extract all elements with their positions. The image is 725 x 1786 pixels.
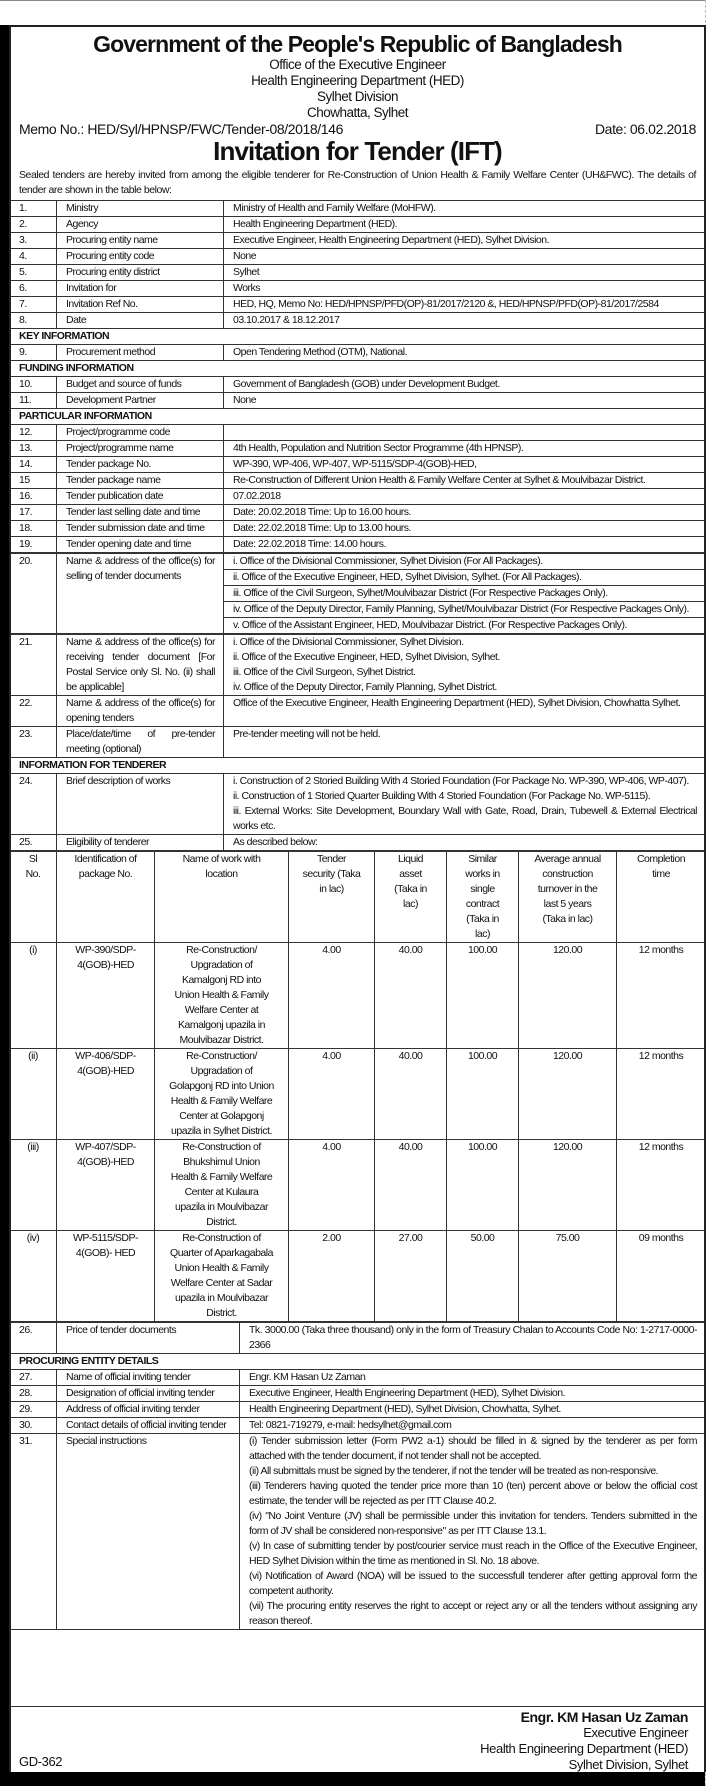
completion-time: 12 months	[617, 1140, 706, 1231]
row-number: 7.	[10, 297, 57, 313]
table-row	[10, 249, 706, 265]
liquid-asset: 40.00	[375, 943, 447, 1049]
table-row	[10, 635, 706, 696]
table-row	[10, 1386, 706, 1402]
row-value: HED, HQ, Memo No: HED/HPNSP/PFD(OP)-81/2017/2120 &, HED/HPNSP/PFD(OP)-81/2017/2584	[224, 297, 706, 313]
row-number: 22.	[10, 696, 57, 727]
row-label: Place/date/time of pre-tender meeting (optional)	[57, 727, 224, 758]
eligibility-row	[10, 943, 706, 1049]
row-number: 19.	[10, 537, 57, 553]
table-row	[10, 505, 706, 521]
row-label: Development Partner	[57, 393, 224, 409]
row-value: Open Tendering Method (OTM), National.	[224, 345, 706, 361]
table-row	[10, 774, 706, 835]
package-id: WP-406/SDP- 4(GOB)-HED	[57, 1049, 155, 1140]
row-label: Budget and source of funds	[57, 377, 224, 393]
table-row	[10, 201, 706, 217]
row-value: Sylhet	[224, 265, 706, 281]
package-id: WP-407/SDP- 4(GOB)-HED	[57, 1140, 155, 1231]
row-label: Tender submission date and time	[57, 521, 224, 537]
signature-area	[11, 1706, 704, 1772]
row-value: 07.02.2018	[224, 489, 706, 505]
eligibility-header-row	[10, 852, 706, 943]
row-value: Works	[224, 281, 706, 297]
details-table-a	[9, 200, 706, 553]
row-label: Procuring entity name	[57, 233, 224, 249]
column-header: Average annual construction turnover in the last 5 years (Taka in lac)	[519, 852, 617, 943]
row-number: 9.	[10, 345, 57, 361]
row-label: Tender last selling date and time	[57, 505, 224, 521]
column-header: Tender security (Taka in lac)	[289, 852, 375, 943]
row-value: Tk. 3000.00 (Taka three thousand) only in the form of Treasury Chalan to Accounts Code No: 1-2717-0000-2366	[240, 1323, 706, 1354]
eligibility-row	[10, 1140, 706, 1231]
section-title: PARTICULAR INFORMATION	[10, 409, 706, 425]
eligibility-table	[9, 851, 706, 1322]
row-number: 20.	[10, 554, 57, 634]
annual-turnover: 120.00	[519, 1049, 617, 1140]
annual-turnover: 75.00	[519, 1231, 617, 1322]
table-row	[10, 554, 706, 570]
footer-code: GD-362	[19, 1754, 63, 1769]
row-number: 21.	[10, 635, 57, 696]
row-number: 10.	[10, 377, 57, 393]
work-name: Re-Construction of Bhukshimul Union Health & Family Welfare Center at Kulaura upazila in Moulvibazar District.	[155, 1140, 289, 1231]
table-row	[10, 1418, 706, 1434]
eligibility-row	[10, 1049, 706, 1140]
row-value: Health Engineering Department (HED), Sylhet Division, Chowhatta, Sylhet.	[240, 1402, 706, 1418]
row-value: Date: 20.02.2018 Time: Up to 16.00 hours.	[224, 505, 706, 521]
row-number: 4.	[10, 249, 57, 265]
row-number: 3.	[10, 233, 57, 249]
row-label: Agency	[57, 217, 224, 233]
row-value: 03.10.2017 & 18.12.2017	[224, 313, 706, 329]
row-number: 13.	[10, 441, 57, 457]
annual-turnover: 120.00	[519, 943, 617, 1049]
row-value: Health Engineering Department (HED).	[224, 217, 706, 233]
signatory-name: Engr. KM Hasan Uz Zaman	[520, 1709, 688, 1725]
row-label: Name & address of the office(s) for opening tenders	[57, 696, 224, 727]
tender-security: 4.00	[289, 1140, 375, 1231]
tender-security: 4.00	[289, 1049, 375, 1140]
table-row	[10, 473, 706, 489]
row-value: Date: 22.02.2018 Time: Up to 13.00 hours.	[224, 521, 706, 537]
work-name: Re-Construction of Quarter of Aparkagabala Union Health & Family Welfare Center at Sadar upazila in Moulvibazar District.	[155, 1231, 289, 1322]
serial-number: (i)	[10, 943, 57, 1049]
row-label: Name & address of the office(s) for selling of tender documents	[57, 554, 224, 634]
row-label: Tender package No.	[57, 457, 224, 473]
liquid-asset: 27.00	[375, 1231, 447, 1322]
package-id: WP-390/SDP- 4(GOB)-HED	[57, 943, 155, 1049]
row-number: 12.	[10, 425, 57, 441]
signature-block	[480, 1709, 688, 1772]
table-row	[10, 521, 706, 537]
row-label: Price of tender documents	[57, 1323, 240, 1354]
section-title: KEY INFORMATION	[10, 329, 706, 345]
serial-number: (iv)	[10, 1231, 57, 1322]
row-label: Eligibility of tenderer	[57, 835, 224, 851]
row-number: 11.	[10, 393, 57, 409]
notice-heading: Invitation for Tender (IFT)	[213, 136, 502, 166]
row-value: i. Construction of 2 Storied Building With 4 Storied Foundation (For Package No. WP-390, WP-406, WP-407). ii. Construction of 1 Storied Quarter Building With 4 Storied Foundation (For Package No. WP-5115). iii. External Works: Site Development, Boundary Wall with Gate, Road, Drain, Tubewell & External Electrical works etc.	[224, 774, 706, 835]
row-label: Project/programme name	[57, 441, 224, 457]
serial-number: (iii)	[10, 1140, 57, 1231]
row-number: 16.	[10, 489, 57, 505]
row-number: 17.	[10, 505, 57, 521]
intro-paragraph: Sealed tenders are hereby invited from among the eligible tenderer for Re-Construction of Union Health & Family Welfare Center (UH&FWC). The details of tender are shown in the table below:	[19, 169, 696, 196]
row-value: WP-390, WP-406, WP-407, WP-5115/SDP-4(GOB)-HED,	[224, 457, 706, 473]
row-number: 1.	[10, 201, 57, 217]
row-value: Pre-tender meeting will not be held.	[224, 727, 706, 758]
letterhead	[11, 31, 704, 121]
row-label: Procuring entity district	[57, 265, 224, 281]
table-row	[10, 425, 706, 441]
eligibility-row	[10, 1231, 706, 1322]
similar-works: 100.00	[447, 943, 519, 1049]
selling-offices-table	[9, 553, 706, 634]
column-header: Liquid asset (Taka in lac)	[375, 852, 447, 943]
row-number: 15	[10, 473, 57, 489]
row-value: Office of the Executive Engineer, Health Engineering Department (HED), Sylhet Division, Chowhatta Sylhet.	[224, 696, 706, 727]
row-value: Re-Construction of Different Union Health & Family Welfare Center at Sylhet & Moulvibazar District.	[224, 473, 706, 489]
column-header: Completion time	[617, 852, 706, 943]
table-row	[10, 537, 706, 553]
row-label: Tender package name	[57, 473, 224, 489]
page-right-margin	[705, 0, 725, 1786]
row-label: Tender opening date and time	[57, 537, 224, 553]
liquid-asset: 40.00	[375, 1140, 447, 1231]
similar-works: 100.00	[447, 1049, 519, 1140]
row-number: 5.	[10, 265, 57, 281]
row-number: 2.	[10, 217, 57, 233]
row-label: Name & address of the office(s) for receiving tender document [For Postal Service only Sl. No. (ii) shall be applicable]	[57, 635, 224, 696]
similar-works: 100.00	[447, 1140, 519, 1231]
table-row	[10, 345, 706, 361]
memo-row	[11, 121, 704, 137]
table-row	[10, 377, 706, 393]
row-number: 14.	[10, 457, 57, 473]
department-line: Health Engineering Department (HED)	[251, 73, 464, 88]
row-label: Address of official inviting tender	[57, 1402, 240, 1418]
table-row	[10, 217, 706, 233]
details-table-b	[9, 634, 706, 851]
liquid-asset: 40.00	[375, 1049, 447, 1140]
row-label: Contact details of official inviting tender	[57, 1418, 240, 1434]
row-label: Designation of official inviting tender	[57, 1386, 240, 1402]
row-value: None	[224, 249, 706, 265]
row-value: (i) Tender submission letter (Form PW2 a-1) should be filled in & signed by the tenderer as per form attached with the tender document, if not tender shall not be accepted. (ii) All submittals must be signed by the tenderer, if not the tender will be treated as non-responsive. (iii) Tenderers having quoted the tender price more than 10 (ten) percent above or below the official cost estimate, the tender will be rejected as per ITT Clause 40.2. (iv) "No Joint Venture (JV) shall be permissible under this invitation for tenders. Tenders submitted in the form of JV shall be considered non-responsive" as per ITT Clause 13.1. (v) In case of submitting tender by post/courier service must reach in the Office of the Executive Engineer, HED Sylhet Division within the time as mentioned in Sl. No. 18 above. (vi) Notification of Award (NOA) will be issued to the successfull tenderer after getting approval form the competent authority. (vii) The procuring entity reserves the right to accept or reject any or all the tenders without assigning any reason thereof.	[240, 1434, 706, 1630]
division-line: Sylhet Division	[316, 89, 399, 104]
completion-time: 12 months	[617, 1049, 706, 1140]
row-value	[224, 425, 706, 441]
row-label: Date	[57, 313, 224, 329]
row-label: Invitation for	[57, 281, 224, 297]
table-row	[10, 313, 706, 329]
table-row	[10, 696, 706, 727]
row-label: Procuring entity code	[57, 249, 224, 265]
row-label: Tender publication date	[57, 489, 224, 505]
annual-turnover: 120.00	[519, 1140, 617, 1231]
signatory-designation: Executive Engineer	[583, 1725, 688, 1740]
row-value: Tel: 0821-719279, e-mail: hedsylhet@gmail.com	[240, 1418, 706, 1434]
column-header: Identification of package No.	[57, 852, 155, 943]
table-row	[10, 1323, 706, 1354]
section-header-row	[10, 329, 706, 345]
row-number: 6.	[10, 281, 57, 297]
table-row	[10, 441, 706, 457]
selling-office-item: ii. Office of the Executive Engineer, HED, Sylhet Division, Sylhet. (For All Packages).	[224, 570, 706, 586]
table-row	[10, 489, 706, 505]
tender-security: 4.00	[289, 943, 375, 1049]
row-number: 28.	[10, 1386, 57, 1402]
row-label: Project/programme code	[57, 425, 224, 441]
selling-office-item: iii. Office of the Civil Surgeon, Sylhet/Moulvibazar District (For Respective Packages Only).	[224, 586, 706, 602]
selling-office-item: i. Office of the Divisional Commissioner, Sylhet Division (For All Packages).	[224, 554, 706, 570]
details-table-c	[9, 1322, 706, 1630]
row-number: 30.	[10, 1418, 57, 1434]
selling-office-item: v. Office of the Assistant Engineer, HED, Moulvibazar District. (For Respective Packages Only).	[224, 618, 706, 634]
selling-office-item: iv. Office of the Deputy Director, Family Planning, Sylhet/Moulvibazar District (For Respective Packages Only).	[224, 602, 706, 618]
row-label: Procurement method	[57, 345, 224, 361]
row-number: 27.	[10, 1370, 57, 1386]
table-row	[10, 727, 706, 758]
table-row	[10, 297, 706, 313]
row-value: Date: 22.02.2018 Time: 14.00 hours.	[224, 537, 706, 553]
table-row	[10, 1370, 706, 1386]
memo-number: Memo No.: HED/Syl/HPNSP/FWC/Tender-08/2018/146	[19, 121, 343, 137]
row-number: 31.	[10, 1434, 57, 1630]
row-value: As described below:	[224, 835, 706, 851]
table-row	[10, 393, 706, 409]
table-row	[10, 281, 706, 297]
section-title: FUNDING INFORMATION	[10, 361, 706, 377]
row-value: i. Office of the Divisional Commissioner, Sylhet Division. ii. Office of the Executive Engineer, HED, Sylhet Division, Sylhet. iii. Office of the Civil Surgeon, Sylhet District. iv. Office of the Deputy Director, Family Planning, Sylhet District.	[224, 635, 706, 696]
row-value: None	[224, 393, 706, 409]
row-value: Ministry of Health and Family Welfare (MoHFW).	[224, 201, 706, 217]
address-line: Chowhatta, Sylhet	[306, 105, 409, 120]
signatory-department: Health Engineering Department (HED)	[480, 1741, 688, 1756]
row-number: 23.	[10, 727, 57, 758]
table-row	[10, 835, 706, 851]
row-number: 18.	[10, 521, 57, 537]
table-row	[10, 457, 706, 473]
work-name: Re-Construction/ Upgradation of Golapgonj RD into Union Health & Family Welfare Center at Golapgonj upazila in Sylhet District.	[155, 1049, 289, 1140]
row-number: 24.	[10, 774, 57, 835]
tender-security: 2.00	[289, 1231, 375, 1322]
completion-time: 12 months	[617, 943, 706, 1049]
table-row	[10, 1402, 706, 1418]
row-number: 8.	[10, 313, 57, 329]
row-label: Ministry	[57, 201, 224, 217]
page-top-strip	[0, 0, 725, 25]
row-value: 4th Health, Population and Nutrition Sector Programme (4th HPNSP).	[224, 441, 706, 457]
row-number: 25.	[10, 835, 57, 851]
table-row	[10, 233, 706, 249]
table-row	[10, 1434, 706, 1630]
section-header-row	[10, 758, 706, 774]
office-line: Office of the Executive Engineer	[269, 57, 446, 72]
column-header: Name of work with location	[155, 852, 289, 943]
row-number: 29.	[10, 1402, 57, 1418]
serial-number: (ii)	[10, 1049, 57, 1140]
row-label: Invitation Ref No.	[57, 297, 224, 313]
row-value: Engr. KM Hasan Uz Zaman	[240, 1370, 706, 1386]
work-name: Re-Construction/ Upgradation of Kamalgonj RD into Union Health & Family Welfare Center at Kamalgonj upazila in Moulvibazar District.	[155, 943, 289, 1049]
row-value: Government of Bangladesh (GOB) under Development Budget.	[224, 377, 706, 393]
section-title: PROCURING ENTITY DETAILS	[10, 1354, 706, 1370]
row-value: Executive Engineer, Health Engineering Department (HED), Sylhet Division.	[224, 233, 706, 249]
section-header-row	[10, 361, 706, 377]
section-header-row	[10, 1354, 706, 1370]
signatory-office: Sylhet Division, Sylhet	[568, 1757, 688, 1772]
row-label: Brief description of works	[57, 774, 224, 835]
row-value: Executive Engineer, Health Engineering Department (HED), Sylhet Division.	[240, 1386, 706, 1402]
memo-date: Date: 06.02.2018	[594, 121, 696, 137]
completion-time: 09 months	[617, 1231, 706, 1322]
government-title: Government of the People's Republic of Bangladesh	[93, 31, 622, 57]
package-id: WP-5115/SDP- 4(GOB)- HED	[57, 1231, 155, 1322]
column-header: Similar works in single contract (Taka in lac)	[447, 852, 519, 943]
section-title: INFORMATION FOR TENDERER	[10, 758, 706, 774]
row-label: Name of official inviting tender	[57, 1370, 240, 1386]
section-header-row	[10, 409, 706, 425]
similar-works: 50.00	[447, 1231, 519, 1322]
table-row	[10, 265, 706, 281]
column-header: Sl No.	[10, 852, 57, 943]
row-number: 26.	[10, 1323, 57, 1354]
tender-notice	[9, 25, 706, 1772]
row-label: Special instructions	[57, 1434, 240, 1630]
